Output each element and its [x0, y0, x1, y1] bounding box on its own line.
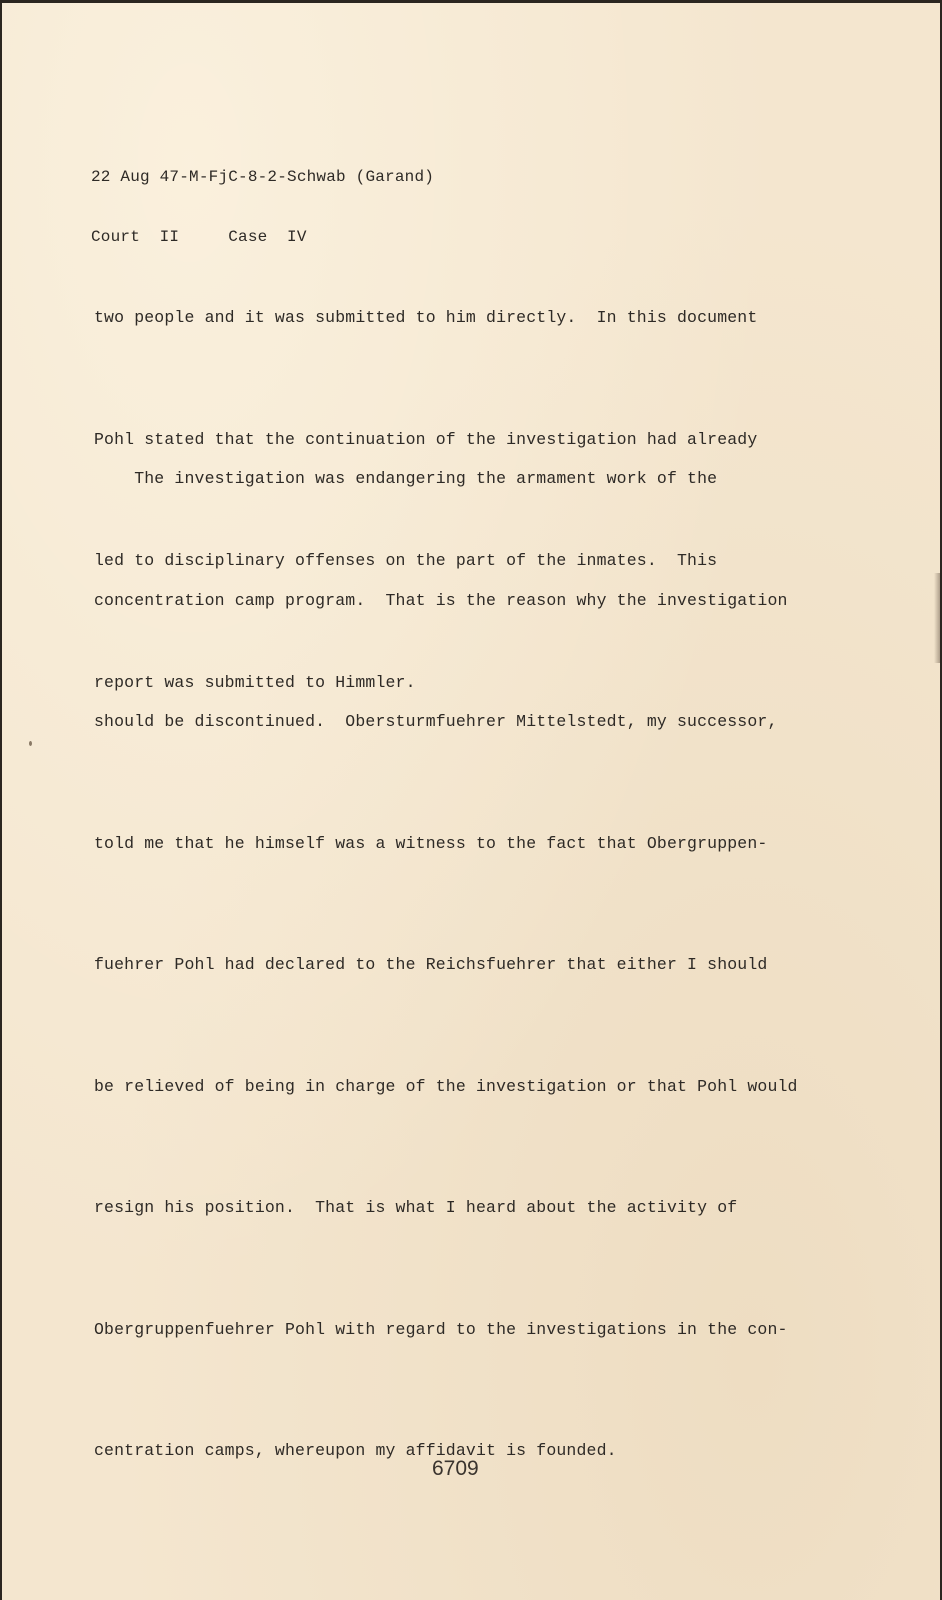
text-line: concentration camp program. That is the reason why the investigation — [94, 590, 788, 610]
page-number: 6709 — [432, 1457, 479, 1480]
text-line: led to disciplinary offenses on the part of the inmates. This — [94, 551, 718, 570]
text-line: centration camps, whereupon my affidavit is founded. — [94, 1441, 617, 1460]
text-line: Pohl stated that the continuation of the investigation had already — [94, 429, 758, 449]
text-line: The investigation was endangering the armament work of the — [94, 469, 718, 488]
text-line: Obergruppenfuehrer Pohl with regard to the investigations in the con- — [94, 1319, 788, 1339]
document-page — [2, 3, 940, 1600]
paper-edge-shadow — [934, 573, 940, 663]
text-line: should be discontinued. Obersturmfuehrer Mittelstedt, my successor, — [94, 712, 778, 731]
header-court-case-line: Court II Case IV — [91, 228, 307, 246]
text-line: two people and it was submitted to him directly. In this document — [94, 308, 758, 327]
text-line: be relieved of being in charge of the investigation or that Pohl would — [94, 1076, 798, 1096]
text-line: told me that he himself was a witness to the fact that Obergruppen- — [94, 833, 768, 853]
text-line: fuehrer Pohl had declared to the Reichsfuehrer that either I should — [94, 955, 768, 974]
paragraph-2 — [94, 378, 798, 1553]
text-line: report was submitted to Himmler. — [94, 672, 416, 692]
text-line: resign his position. That is what I heard about the activity of — [94, 1198, 738, 1217]
header-reference-line: 22 Aug 47-M-FjC-8-2-Schwab (Garand) — [91, 168, 435, 186]
paper-speck — [29, 741, 32, 746]
